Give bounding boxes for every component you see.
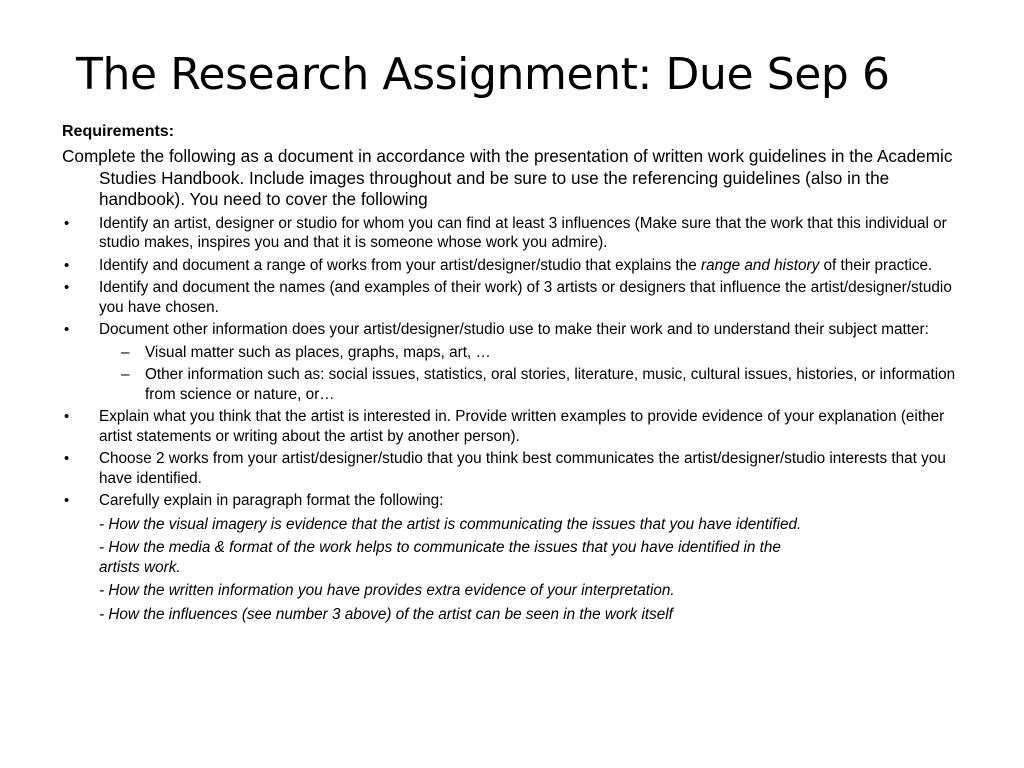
requirements-heading: Requirements:	[62, 123, 175, 140]
dash-marker: –	[121, 343, 130, 361]
requirements-list-continued	[62, 407, 968, 511]
bullet-marker: •	[64, 214, 70, 232]
bullet-marker: •	[64, 492, 70, 509]
slide-body	[62, 120, 968, 628]
requirement-text-end: of their practice.	[819, 256, 933, 274]
requirement-text: Explain what you think that the artist is interested in. Provide written examples to provide evidence of your explanation (either artist statements or writing about the artist by another person).	[99, 408, 945, 445]
question-item: - How the influences (see number 3 above) of the artist can be seen in the work itself	[99, 605, 673, 623]
requirement-text: Choose 2 works from your artist/designer/studio that you think best communicates the artist/designer/studio interests that you have identified.	[99, 450, 946, 487]
bullet-marker: •	[64, 450, 70, 467]
requirement-text: Identify an artist, designer or studio for whom you can find at least 3 influences (Make sure that the work that this individual or studio makes, inspires you and that it is someone whose work you admire).	[99, 214, 947, 251]
requirement-item	[62, 278, 968, 317]
sub-item	[99, 343, 968, 363]
information-sub-list	[62, 343, 968, 405]
question-text-continued: artists work.	[99, 558, 181, 576]
slide-title: The Research Assignment: Due Sep 6	[76, 49, 890, 100]
requirement-text: Carefully explain in paragraph format the following:	[99, 492, 444, 509]
intro-paragraph: Complete the following as a document in accordance with the presentation of written work guidelines in the Academic Studies Handbook. Include images throughout and be sure to use the referencing guidelines (also in the handbook). You need to cover the following	[62, 146, 953, 209]
requirement-text: Identify and document a range of works from your artist/designer/studio that explains the	[99, 256, 702, 274]
bullet-marker: •	[64, 279, 70, 296]
bullet-marker: •	[64, 408, 70, 425]
requirement-item	[62, 449, 968, 488]
requirement-item	[62, 407, 968, 446]
requirement-item	[62, 491, 968, 511]
sub-item-text: Other information such as: social issues, statistics, oral stories, literature, music, cultural issues, histories, or information from science or nature, or…	[145, 366, 956, 403]
question-text: - How the media & format of the work helps to communicate the issues that you have identified in the	[99, 539, 781, 556]
requirement-item	[62, 320, 968, 340]
question-item: - How the visual imagery is evidence that the artist is communicating the issues that you have identified.	[99, 515, 802, 533]
requirement-item	[62, 214, 968, 253]
requirement-item	[62, 256, 968, 276]
explanation-questions	[99, 515, 968, 625]
bullet-marker: •	[64, 256, 70, 274]
requirement-text: Document other information does your artist/designer/studio use to make their work and to understand their subject matter:	[99, 321, 929, 338]
sub-item	[99, 365, 968, 404]
question-item: - How the written information you have provides extra evidence of your interpretation.	[99, 582, 675, 599]
requirement-emphasis: range and history	[701, 256, 820, 274]
question-item	[99, 538, 968, 577]
sub-item-text: Visual matter such as places, graphs, maps, art, …	[145, 343, 491, 361]
requirement-text: Identify and document the names (and examples of their work) of 3 artists or designers that influence the artist/designer/studio you have chosen.	[99, 279, 952, 316]
bullet-marker: •	[64, 321, 70, 338]
dash-marker: –	[121, 366, 130, 383]
requirements-list	[62, 214, 968, 340]
